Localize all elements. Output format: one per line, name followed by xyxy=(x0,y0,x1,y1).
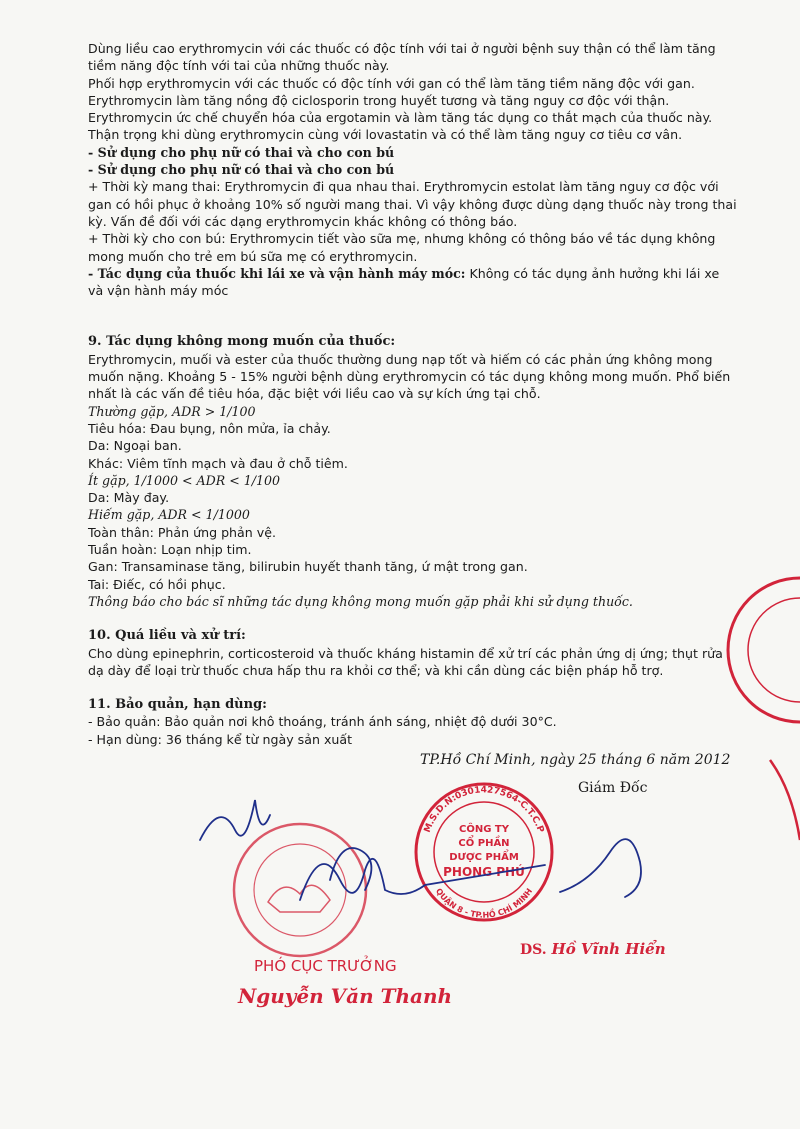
effect-line: Tai: Điếc, có hồi phục. xyxy=(88,576,226,592)
signature-left-icon xyxy=(200,800,545,900)
edge-stamp-icon xyxy=(728,578,800,840)
right-signer xyxy=(520,940,666,958)
company-stamp-icon xyxy=(416,784,552,920)
subheading-pregnancy-repeat: - Sử dụng cho phụ nữ có thai và cho con bú xyxy=(88,162,395,178)
left-signer-name: Nguyễn Văn Thanh xyxy=(238,984,453,1008)
stamp-ring-text: M.S.D.N:0301427564-C.T.C.P xyxy=(422,785,546,835)
stamp-line-1: CÔNG TY xyxy=(459,824,509,835)
section-10-text: Cho dùng epinephrin, corticosteroid và thuốc kháng histamin để xử trí các phản ứng dị ứng; thụt rửa dạ dày để loại trừ thuốc chưa hấp thu ra khỏi cơ thể; và khi cần dùng các biện pháp hỗ trợ. xyxy=(88,645,723,678)
effect-line: Gan: Transaminase tăng, bilirubin huyết thanh tăng, ứ mật trong gan. xyxy=(88,559,528,575)
stamp-bottom-text: QUẬN 8 - TP.HỒ CHÍ MINH xyxy=(433,886,535,920)
subheading-pregnancy: - Sử dụng cho phụ nữ có thai và cho con bú xyxy=(88,144,395,160)
rare-heading: Hiếm gặp, ADR < 1/1000 xyxy=(88,507,250,523)
stamp-line-2: CỔ PHẦN xyxy=(458,838,510,849)
stamp-line-3: DƯỢC PHẨM xyxy=(449,852,519,863)
effect-line: Toàn thân: Phản ứng phản vệ. xyxy=(88,524,276,540)
paragraph: Phối hợp erythromycin với các thuốc có độc tính với gan có thể làm tăng tiềm năng độc với gan. xyxy=(88,75,695,91)
date-line: TP.Hồ Chí Minh, ngày 25 tháng 6 năm 2012 xyxy=(420,752,731,768)
director-title: Giám Đốc xyxy=(578,780,648,796)
storage-line: - Hạn dùng: 36 tháng kể từ ngày sản xuất xyxy=(88,731,353,747)
effect-line: Da: Ngoại ban. xyxy=(88,438,182,454)
driving-text: Không có tác dụng ảnh hưởng khi lái xe và vận hành máy móc xyxy=(88,265,720,299)
paragraph: Dùng liều cao erythromycin với các thuốc có độc tính với tai ở người bệnh suy thận có thể làm tăng tiềm năng độc tính với tai của những thuốc này. xyxy=(88,41,716,74)
section-9-text: Erythromycin, muối và ester của thuốc thường dung nạp tốt và hiếm có các phản ứng không mong muốn nặng. Khoảng 5 - 15% người bệnh dùng erythromycin có tác dụng không mong muốn. Phổ biến nhất là các vấn đề tiêu hóa, đặc biệt với liều cao và sự kích ứng tại chỗ. xyxy=(88,351,731,402)
stamp-line-4: PHONG PHÚ xyxy=(443,865,525,879)
paragraph-pregnancy: + Thời kỳ mang thai: Erythromycin đi qua nhau thai. Erythromycin estolat làm tăng nguy cơ độc với gan có hồi phục ở khoảng 10% số người mang thai. Vì vậy không được dùng dạng thuốc này trong thai kỳ. Vấn đề đối với các dạng erythromycin khác không có thông báo. xyxy=(88,179,737,229)
effect-line: Tiêu hóa: Đau bụng, nôn mửa, ỉa chảy. xyxy=(88,420,331,436)
paragraph-breastfeeding: + Thời kỳ cho con bú: Erythromycin tiết vào sữa mẹ, nhưng không có thông báo về tác dụng không mong muốn cho trẻ em bú sữa mẹ có erythromycin. xyxy=(88,231,716,264)
paragraph: Erythromycin làm tăng nồng độ ciclosporin trong huyết tương và tăng nguy cơ độc với thận. xyxy=(88,92,670,108)
section-10-title: 10. Quá liều và xử trí: xyxy=(88,628,246,644)
section-11-title: 11. Bảo quản, hạn dùng: xyxy=(88,697,267,713)
effect-line: Tuần hoàn: Loạn nhịp tim. xyxy=(88,542,252,558)
section-9-title: 9. Tác dụng không mong muốn của thuốc: xyxy=(88,334,396,350)
paragraph: Erythromycin ức chế chuyển hóa của ergotamin và làm tăng tác dụng co thắt mạch của thuốc này. xyxy=(88,110,713,126)
less-common-heading: Ít gặp, 1/1000 < ADR < 1/100 xyxy=(88,472,281,488)
notify-doctor: Thông báo cho bác sĩ những tác dụng không mong muốn gặp phải khi sử dụng thuốc. xyxy=(88,593,633,609)
signature-right-icon xyxy=(560,839,641,897)
common-heading: Thường gặp, ADR > 1/100 xyxy=(88,403,256,419)
left-signer-title: PHÓ CỤC TRƯỞNG xyxy=(254,957,397,975)
paragraph: Thận trọng khi dùng erythromycin cùng với lovastatin và có thể làm tăng nguy cơ tiêu cơ vân. xyxy=(88,127,683,143)
effect-line: Da: Mày đay. xyxy=(88,490,170,506)
storage-line: - Bảo quản: Bảo quản nơi khô thoáng, tránh ánh sáng, nhiệt độ dưới 30°C. xyxy=(88,714,557,730)
right-signer-name: Hồ Vĩnh Hiển xyxy=(551,940,666,958)
effect-line: Khác: Viêm tĩnh mạch và đau ở chỗ tiêm. xyxy=(88,455,348,471)
right-signer-prefix: DS. xyxy=(520,942,547,958)
driving-label: - Tác dụng của thuốc khi lái xe và vận hành máy móc: xyxy=(88,265,466,281)
